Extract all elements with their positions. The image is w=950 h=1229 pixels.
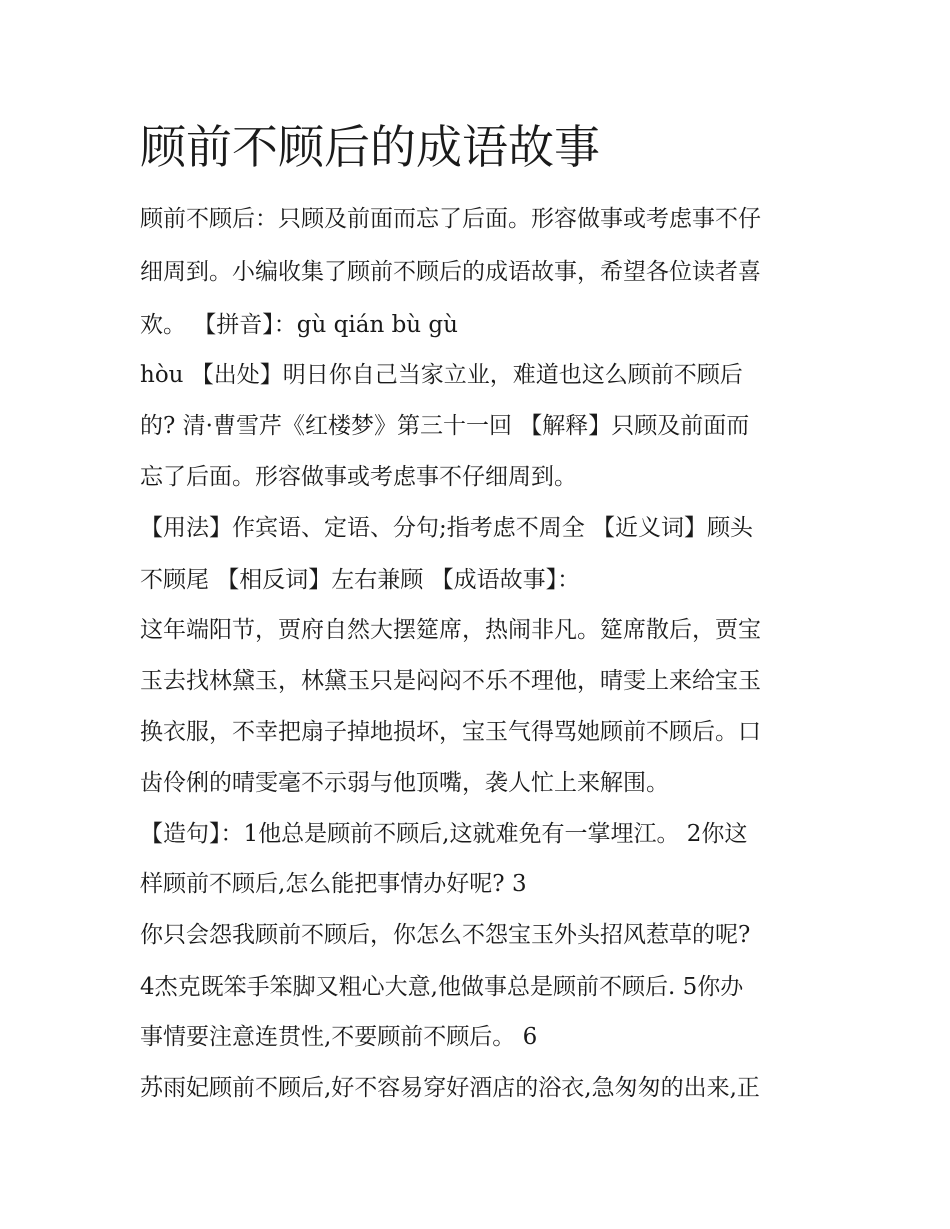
body-line: 不顾尾 【相反词】左右兼顾 【成语故事】： (140, 567, 581, 593)
body-line: 样顾前不顾后,怎么能把事情办好呢? 3 (140, 871, 527, 897)
body-line: 顾前不顾后：只顾及前面而忘了后面。形容做事或考虑事不仔 (140, 206, 761, 232)
body-line: hòu 【出处】明日你自己当家立业，难道也这么顾前不顾后 (140, 362, 743, 388)
body-line: 这年端阳节，贾府自然大摆筵席，热闹非凡。筵席散后，贾宝 (140, 617, 761, 643)
body-line: 你只会怨我顾前不顾后，你怎么不怨宝玉外头招风惹草的呢? (140, 922, 751, 948)
body-line: 4杰克既笨手笨脚又粗心大意,他做事总是顾前不顾后. 5你办 (140, 974, 744, 1000)
body-line: 玉去找林黛玉，林黛玉只是闷闷不乐不理他，晴雯上来给宝玉 (140, 668, 761, 694)
body-line: 齿伶俐的晴雯毫不示弱与他顶嘴，袭人忙上来解围。 (140, 770, 669, 796)
body-line: 苏雨妃顾前不顾后,好不容易穿好酒店的浴衣,急匆匆的出来,正 (140, 1075, 760, 1101)
body-line: 事情要注意连贯性,不要顾前不顾后。 6 (140, 1024, 538, 1050)
body-line: 【造句】：1他总是顾前不顾后,这就难免有一掌埋江。 2你这 (140, 821, 748, 847)
body-line: 换衣服，不幸把扇子掉地损坏，宝玉气得骂她顾前不顾后。口 (140, 719, 761, 745)
body-line: 【用法】作宾语、定语、分句;指考虑不周全 【近义词】顾头 (140, 515, 754, 541)
body-line: 欢。 【拼音】：gù qián bù gù (140, 312, 458, 338)
body-line: 忘了后面。形容做事或考虑事不仔细周到。 (140, 464, 577, 490)
body-line: 的? 清·曹雪芹《红楼梦》第三十一回 【解释】只顾及前面而 (140, 413, 750, 439)
body-line: 细周到。小编收集了顾前不顾后的成语故事，希望各位读者喜 (140, 259, 761, 285)
page-title: 顾前不顾后的成语故事 (140, 120, 600, 174)
